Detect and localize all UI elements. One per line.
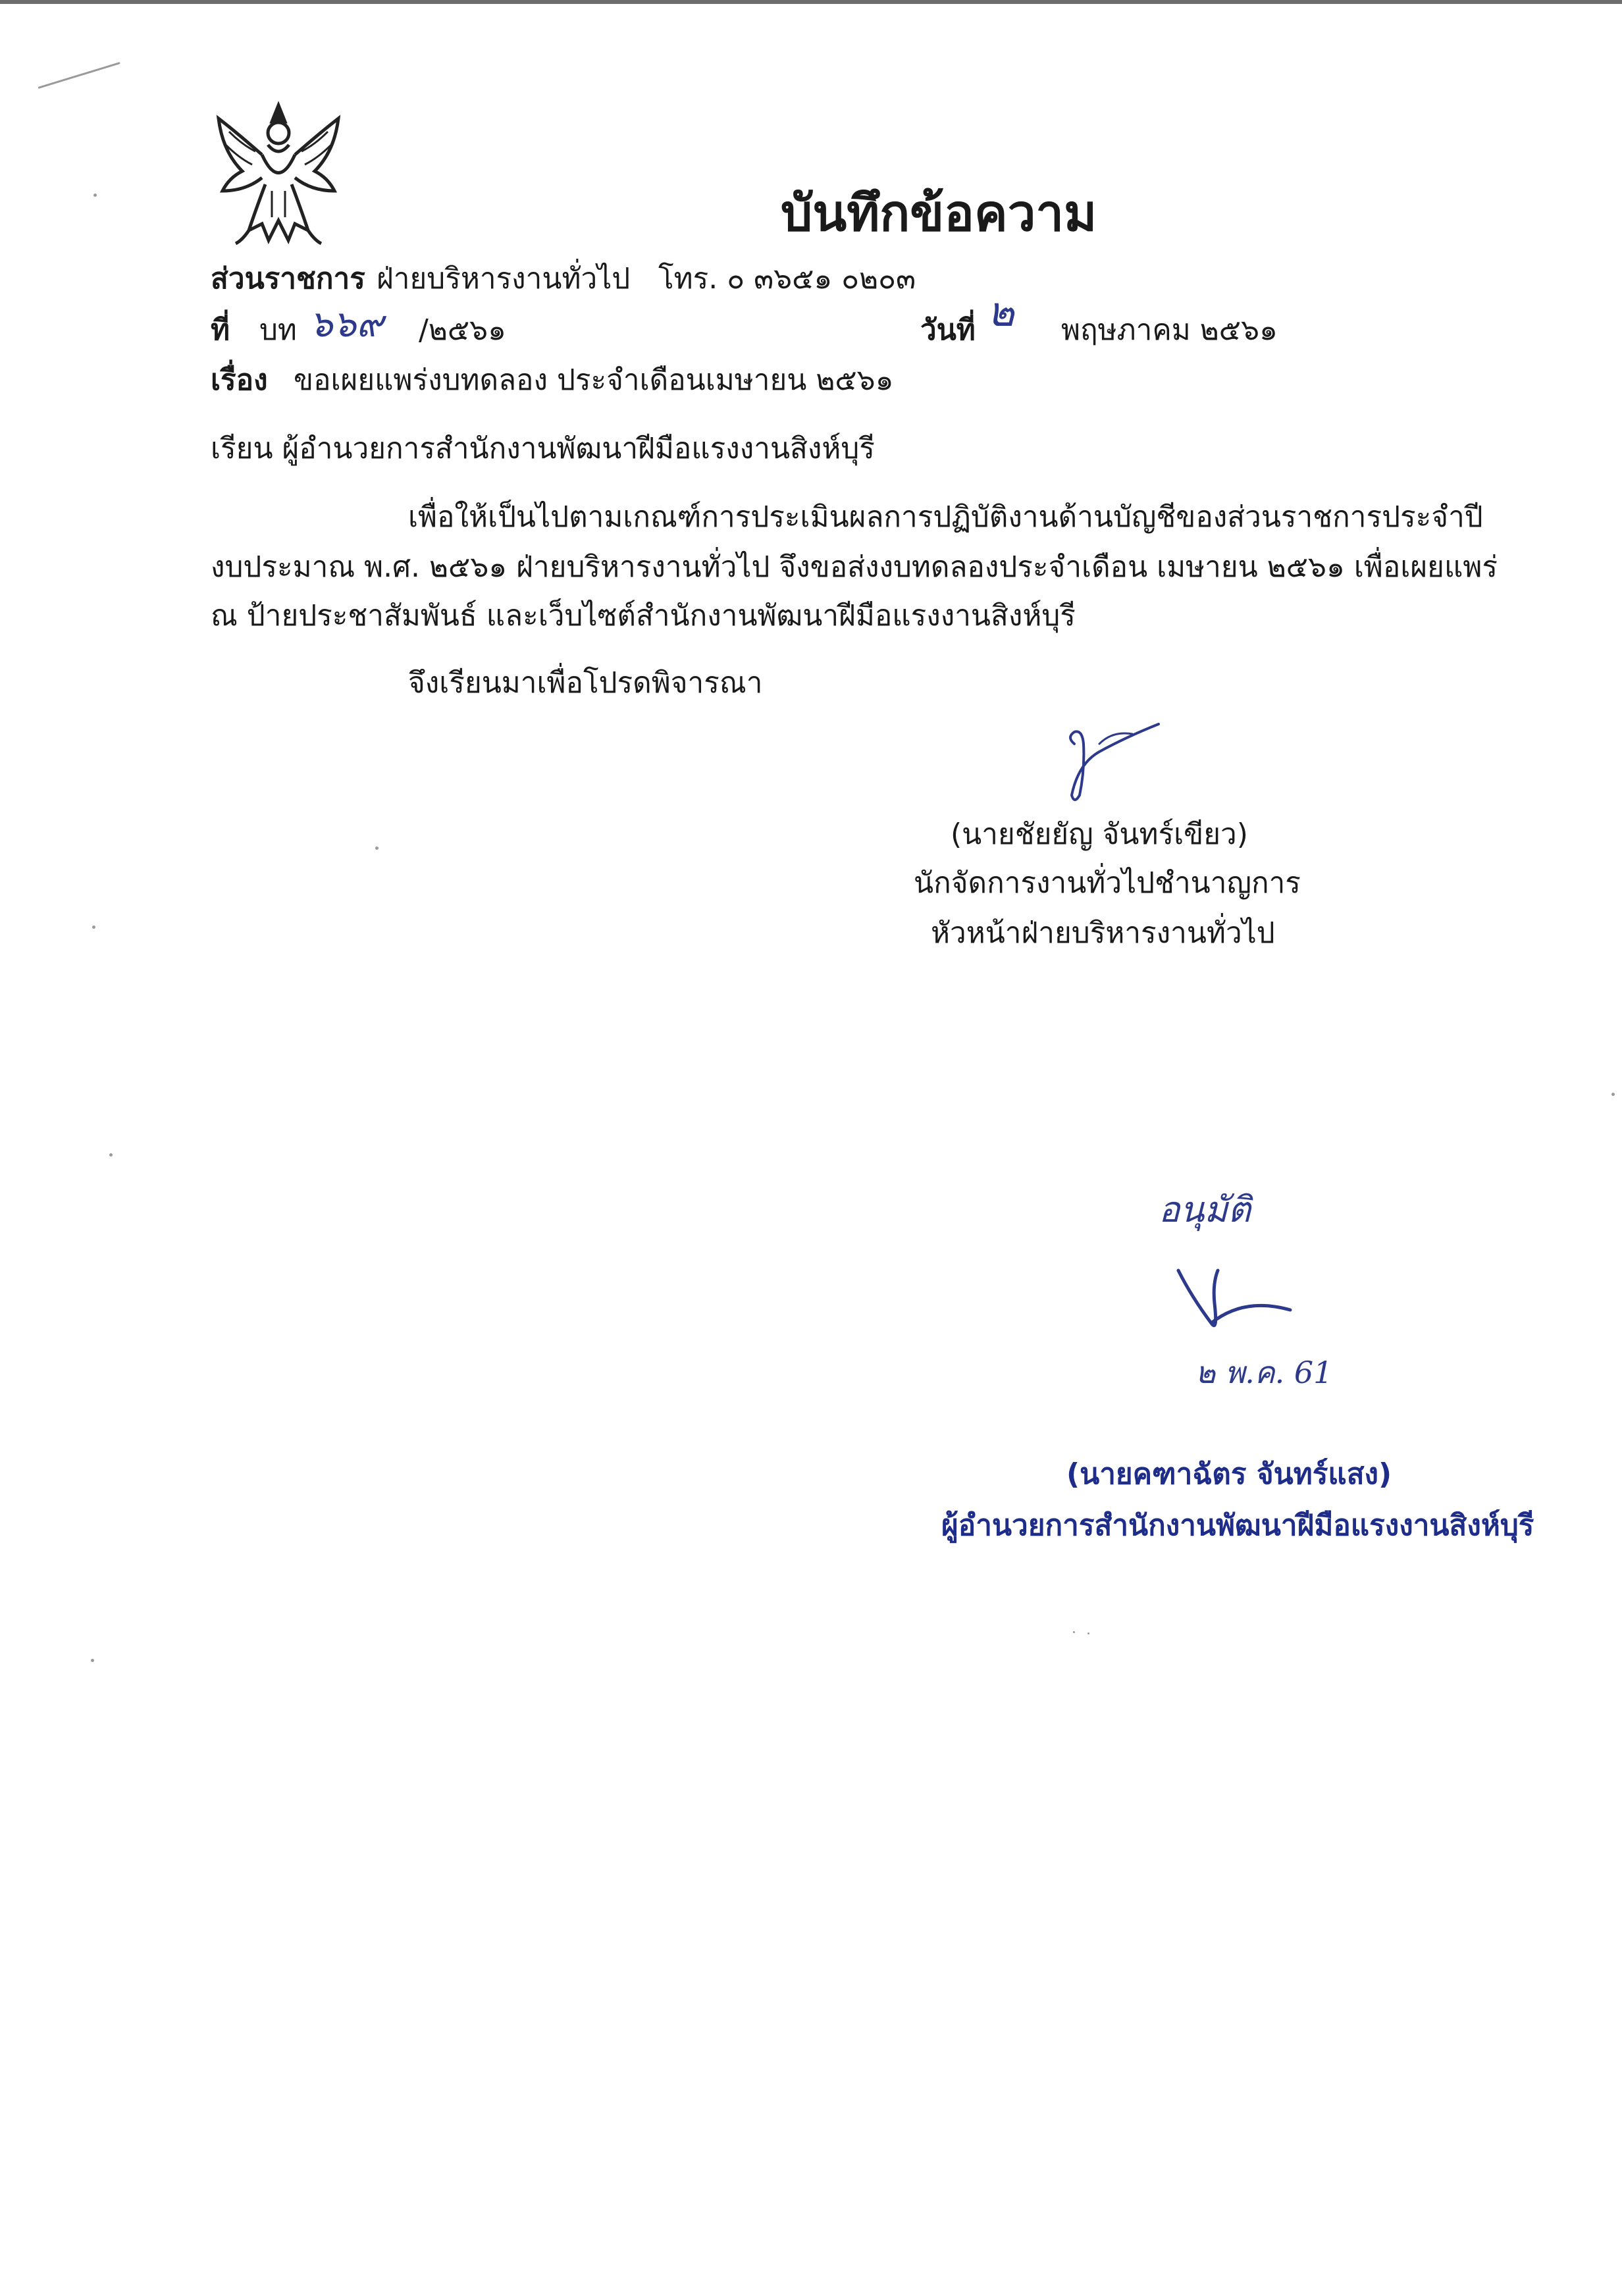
director-position: ผู้อำนวยการสำนักงานพัฒนาฝีมือแรงงานสิงห์บุรี [941,1509,1534,1542]
date-day-handwritten: ๒ [987,288,1014,336]
subject-label: เรื่อง [211,363,268,397]
ref-number-handwritten: ๖๖๙ [309,303,384,346]
signer-name: (นายชัยยัญ จันทร์เขียว) [951,818,1248,851]
signature-signer [1060,718,1165,810]
body-line-3: ณ ป้ายประชาสัมพันธ์ และเว็บไซต์สำนักงานพัฒนาฝีมือแรงงานสิงห์บุรี [211,599,1076,633]
scan-speck [1611,1093,1615,1096]
scan-speck [375,847,379,850]
top-border [0,0,1622,4]
scan-speck [109,1153,113,1157]
scan-speck [91,1659,94,1662]
agency-label: ส่วนราชการ [211,262,365,296]
scan-speck [93,194,97,197]
signature-director [1165,1257,1297,1343]
director-name: (นายคฑาฉัตร จันทร์แสง) [1066,1457,1392,1491]
memo-title: บันทึกข้อความ [781,184,1097,242]
subject-value: ขอเผยแพร่งบทดลอง ประจำเดือนเมษายน ๒๕๖๑ [294,363,894,397]
agency-value: ฝ่ายบริหารงานทั่วไป [377,262,631,296]
signer-position-2: หัวหน้าฝ่ายบริหารงานทั่วไป [931,916,1275,950]
ref-prefix: บท [259,313,297,347]
body-line-1: เพื่อให้เป็นไปตามเกณฑ์การประเมินผลการปฏิบัติงานด้านบัญชีของส่วนราชการประจำปี [408,500,1483,534]
scan-speck [92,926,95,929]
scan-speck [1087,1632,1089,1634]
recipient-line: เรียน ผู้อำนวยการสำนักงานพัฒนาฝีมือแรงงานสิงห์บุรี [211,432,875,465]
closing-line: จึงเรียนมาเพื่อโปรดพิจารณา [408,666,763,700]
phone-number: โทร. ๐ ๓๖๕๑ ๐๒๐๓ [658,262,916,296]
date-label: วันที่ [920,313,976,347]
date-month-year: พฤษภาคม ๒๕๖๑ [1061,313,1278,347]
approval-note-handwritten: อนุมัติ [1159,1189,1251,1230]
scan-mark [38,62,120,89]
garuda-emblem-icon [209,92,348,250]
ref-label: ที่ [211,313,230,347]
ref-year: /๒๕๖๑ [419,313,506,347]
approval-date-handwritten: ๒ พ.ค. 61 [1195,1355,1333,1390]
scan-speck [1073,1631,1075,1633]
body-line-2: งบประมาณ พ.ศ. ๒๕๖๑ ฝ่ายบริหารงานทั่วไป จึงขอส่งงบทดลองประจำเดือน เมษายน ๒๕๖๑ เพื่อเผยแพร่ [211,550,1498,584]
signer-position-1: นักจัดการงานทั่วไปชำนาญการ [914,866,1301,900]
